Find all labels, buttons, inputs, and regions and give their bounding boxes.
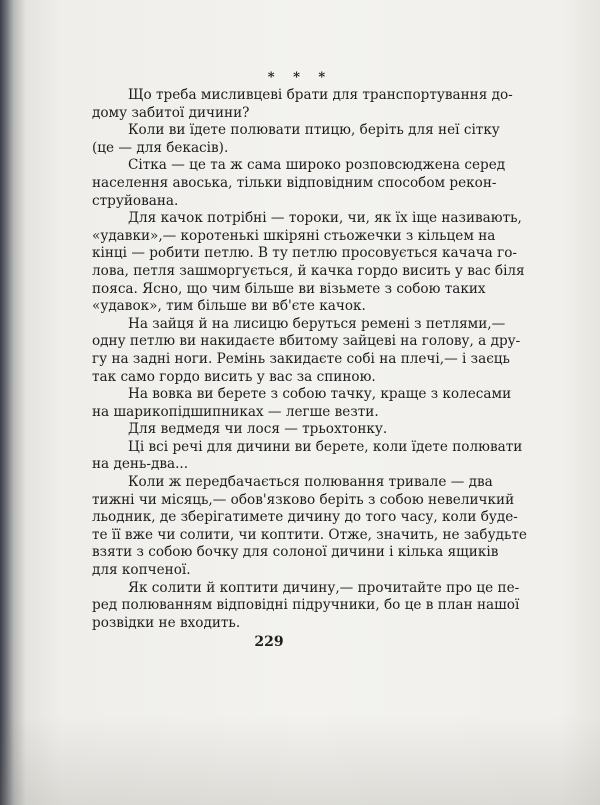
body-text bbox=[92, 87, 527, 632]
text-line: населення авоська, тільки відповідним способом рекон- bbox=[92, 174, 497, 191]
text-line: Для качок потрібні — тороки, чи, як їх іще називають, bbox=[128, 210, 522, 227]
text-line: взяти з собою бочку для солоної дичини і кілька ящиків bbox=[92, 544, 499, 561]
paragraph bbox=[92, 157, 506, 210]
text-line: лова, петля зашморгується, й качка гордо висить у вас біля bbox=[92, 262, 525, 279]
text-line: кінці — робити петлю. В ту петлю просовується качача го- bbox=[92, 245, 518, 262]
text-line: «удавки»,— коротенькі шкіряні стьожечки з кільцем на bbox=[92, 227, 496, 244]
text-line: льодник, де зберігатимете дичину до того часу, коли буде- bbox=[92, 509, 518, 526]
text-line: струйована. bbox=[92, 192, 179, 209]
text-line: Для ведмедя чи лося — трьохтонку. bbox=[128, 421, 388, 438]
text-line: (це — для бекасів). bbox=[92, 139, 229, 156]
text-line: пояса. Ясно, що чим більше ви візьмете з собою таких bbox=[92, 280, 486, 297]
paragraph bbox=[92, 386, 512, 421]
text-line: На зайця й на лисицю беруться ремені з петлями,— bbox=[128, 315, 506, 332]
text-line: так само гордо висить у вас за спиною. bbox=[92, 368, 376, 385]
paragraph bbox=[92, 315, 521, 386]
paragraph bbox=[92, 210, 525, 316]
text-line: те її вже чи солити, чи коптити. Отже, значить, не забудьте bbox=[92, 526, 527, 543]
paragraph bbox=[92, 474, 527, 580]
text-line: На вовка ви берете з собою тачку, краще з колесами bbox=[128, 386, 512, 403]
text-line: «удавок», тим більше ви вб'єте качок. bbox=[92, 298, 366, 315]
paragraph bbox=[92, 87, 513, 122]
text-line: Сітка — це та ж сама широко розповсюджена серед bbox=[128, 157, 506, 174]
paragraph bbox=[92, 579, 520, 633]
text-line: ред полюванням відповідні підручники, бо це в план нашої bbox=[92, 597, 520, 614]
text-line: на шарикопідшипниках — легше везти. bbox=[92, 403, 379, 420]
section-ornament: * * * bbox=[267, 70, 333, 85]
text-line: на день-два... bbox=[92, 456, 189, 473]
text-line: Коли ви їдете полювати птицю, беріть для неї сітку bbox=[128, 122, 500, 139]
text-line: Ці всі речі для дичини ви берете, коли їдете полювати bbox=[128, 438, 523, 455]
text-line: розвідки не входить. bbox=[92, 614, 241, 631]
text-line: гу на задні ноги. Ремінь закидаєте собі на плечі,— і заєць bbox=[92, 350, 510, 367]
text-line: Коли ж передбачається полювання тривале — два bbox=[128, 474, 493, 491]
page-number: 229 bbox=[254, 634, 284, 650]
text-line: одну петлю ви накидаєте вбитому зайцеві на голову, а дру- bbox=[92, 333, 521, 350]
page-shadow bbox=[0, 715, 600, 805]
text-line: тижні чи місяць,— обов'язково беріть з собою невеличкий bbox=[92, 491, 515, 508]
text-line: для копченої. bbox=[92, 562, 191, 579]
paragraph bbox=[92, 438, 523, 474]
paragraph bbox=[92, 421, 449, 439]
text-line: Що треба мисливцеві брати для транспортування до- bbox=[128, 87, 513, 103]
paragraph bbox=[92, 122, 500, 157]
text-line: дому забитої дичини? bbox=[92, 104, 250, 121]
text-line: Як солити й коптити дичину,— прочитайте про це пе- bbox=[128, 579, 520, 596]
